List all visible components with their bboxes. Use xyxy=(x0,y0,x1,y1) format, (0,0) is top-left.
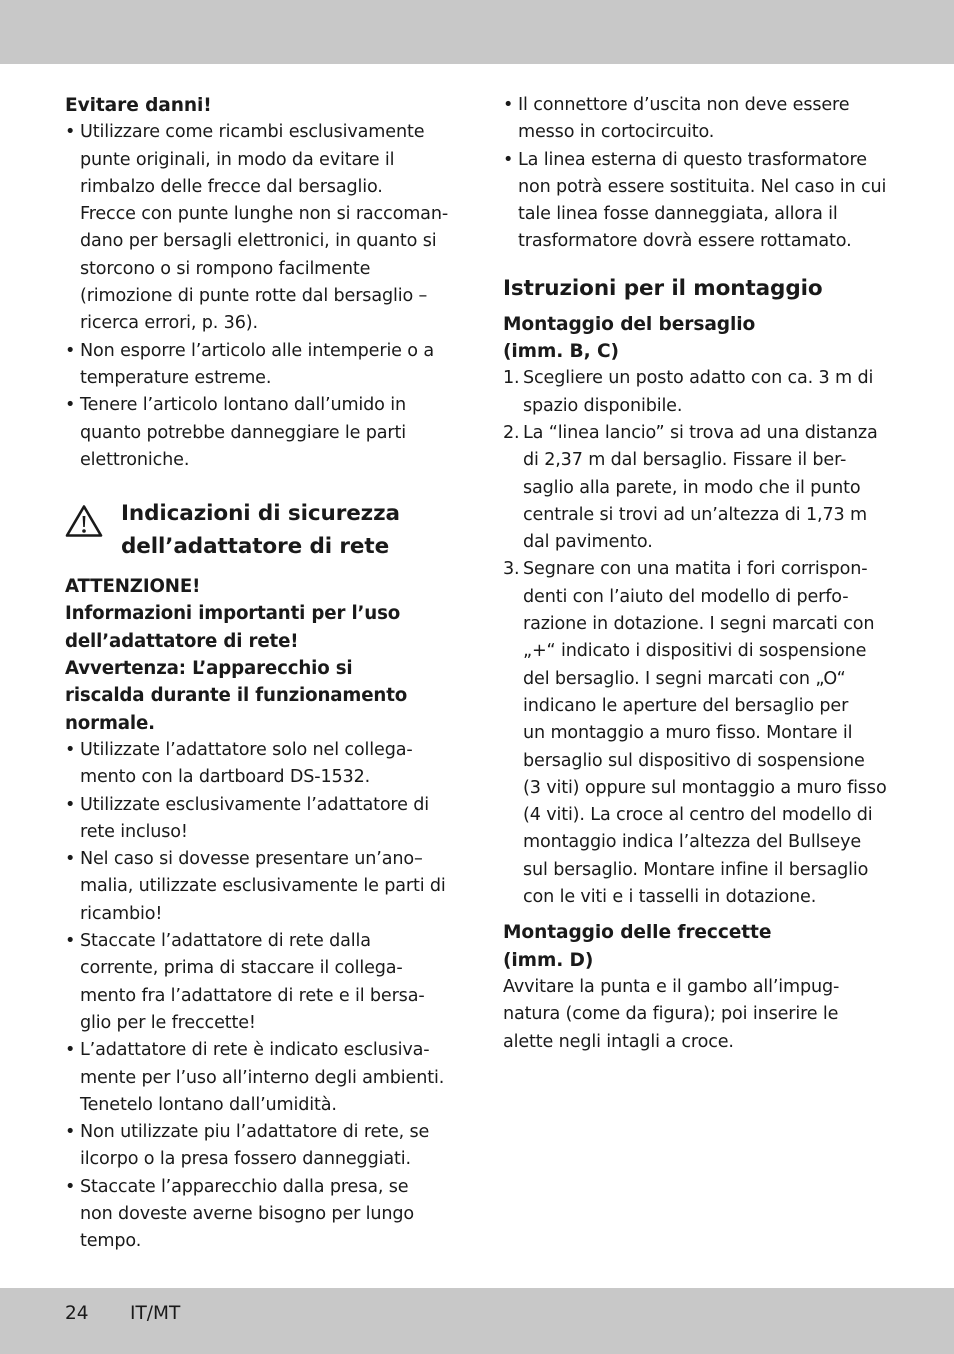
text-line: denti con l’aiuto del modello di perfo- xyxy=(523,586,849,607)
text-line: bersaglio sul dispositivo di sospensione xyxy=(523,750,865,771)
text-line: punte originali, in modo da evitare il xyxy=(80,149,395,170)
text-line: del bersaglio. I segni marcati con „O“ xyxy=(523,668,846,689)
text-line: mento con la dartboard DS-1532. xyxy=(80,767,371,788)
text-line: non potrà essere sostituita. Nel caso in cui xyxy=(518,176,887,197)
subheading-montaggio-bersaglio: Montaggio del bersaglio (imm. B, C) xyxy=(503,313,756,363)
header-band xyxy=(0,0,954,64)
text-line: • Il connettore d’uscita non deve essere xyxy=(518,95,850,115)
bullet-list-adapter xyxy=(65,737,460,1256)
text-line: • Utilizzate esclusivamente l’adattatore di xyxy=(80,794,430,815)
text-line: saglio alla parete, in modo che il punto xyxy=(523,477,861,498)
text-line: un montaggio a muro fisso. Montare il xyxy=(523,723,853,744)
text-line: elettroniche. xyxy=(80,449,190,470)
list-item xyxy=(65,392,460,474)
text-line: razione in dotazione. I segni marcati con xyxy=(523,614,875,635)
text-line: Informazioni importanti per l’uso xyxy=(65,603,401,625)
bullet-list-damage xyxy=(65,119,460,474)
step-number: 3. xyxy=(503,559,520,580)
locale-code: IT/MT xyxy=(130,1303,181,1324)
step-item xyxy=(503,556,903,911)
text-line: • Utilizzate l’adattatore solo nel collega- xyxy=(80,739,413,760)
warning-triangle-icon xyxy=(65,504,103,538)
section-title-montaggio: Istruzioni per il montaggio xyxy=(503,275,823,301)
text-line: sul bersaglio. Montare infine il bersaglio xyxy=(523,859,869,880)
text-line: ilcorpo o la presa fossero danneggiati. xyxy=(80,1149,411,1170)
darts-assembly-text xyxy=(503,974,903,1056)
warning-section-title: Indicazioni di sicurezza dell’adattatore di rete xyxy=(121,501,400,560)
list-item xyxy=(65,1174,460,1256)
text-line: Avvertenza: L’apparecchio si xyxy=(65,658,353,680)
text-line: montaggio indica l’altezza del Bullseye xyxy=(523,832,862,853)
subheading-montaggio-freccette: Montaggio delle freccette (imm. D) xyxy=(503,922,772,971)
list-item xyxy=(65,1119,460,1174)
attention-notice xyxy=(65,573,460,737)
text-line: storcono o si rompono facilmente xyxy=(80,258,371,279)
list-item xyxy=(65,846,460,928)
bullet-list-transformer xyxy=(503,92,903,256)
text-line: dal pavimento. xyxy=(523,532,653,553)
text-line: non doveste averne bisogno per lungo xyxy=(80,1203,415,1224)
text-line: La “linea lancio” si trova ad una distanza xyxy=(523,422,878,443)
list-item xyxy=(65,1037,460,1119)
text-line: alette negli intagli a croce. xyxy=(503,1031,734,1052)
text-line: di 2,37 m dal bersaglio. Fissare il ber- xyxy=(523,450,847,471)
page-number: 24 xyxy=(65,1303,89,1324)
text-line: Tenetelo lontano dall’umidità. xyxy=(80,1094,337,1115)
text-line: quanto potrebbe danneggiare le parti xyxy=(80,422,406,443)
step-number: 1. xyxy=(503,368,520,389)
text-line: • Non esporre l’articolo alle intemperie o a xyxy=(80,340,434,361)
text-line: indicano le aperture del bersaglio per xyxy=(523,695,849,716)
text-line: dano per bersagli elettronici, in quanto si xyxy=(80,231,437,252)
text-line: ATTENZIONE! xyxy=(65,576,201,598)
text-line: tale linea fosse danneggiata, allora il xyxy=(518,204,838,225)
list-item xyxy=(65,928,460,1037)
text-line: • Tenere l’articolo lontano dall’umido in xyxy=(80,395,406,416)
text-line: normale. xyxy=(65,712,155,734)
text-line: con le viti e i tasselli in dotazione. xyxy=(523,887,817,908)
text-line: • L’adattatore di rete è indicato esclusiva- xyxy=(80,1040,430,1061)
text-line: • Utilizzare come ricambi esclusivamente xyxy=(80,122,425,143)
text-line: spazio disponibile. xyxy=(523,395,683,416)
list-item xyxy=(65,338,460,393)
numbered-steps xyxy=(503,365,903,911)
text-line: Segnare con una matita i fori corrispon- xyxy=(523,559,868,580)
text-line: (3 viti) oppure sul montaggio a muro fisso xyxy=(523,777,887,798)
warning-heading-block xyxy=(65,497,460,563)
text-line: corrente, prima di staccare il collega- xyxy=(80,958,403,979)
text-line: ricambio! xyxy=(80,903,163,924)
text-line: „+“ indicato i dispositivi di sospensione xyxy=(523,641,867,662)
text-line: • La linea esterna di questo trasformatore xyxy=(518,149,867,170)
step-number: 2. xyxy=(503,422,520,443)
list-item xyxy=(65,792,460,847)
text-line: riscalda durante il funzionamento xyxy=(65,685,408,707)
text-line: • Staccate l’apparecchio dalla presa, se xyxy=(80,1176,409,1197)
text-line: malia, utilizzate esclusivamente le parti di xyxy=(80,876,446,897)
text-line: • Staccate l’adattatore di rete dalla xyxy=(80,931,371,952)
text-line: mento fra l’adattatore di rete e il bersa- xyxy=(80,985,425,1006)
text-line: Scegliere un posto adatto con ca. 3 m di xyxy=(523,368,874,389)
text-line: ricerca errori, p. 36). xyxy=(80,313,258,334)
list-item xyxy=(65,119,460,337)
text-line: temperature estreme. xyxy=(80,367,272,388)
text-line: mente per l’uso all’interno degli ambienti. xyxy=(80,1067,445,1088)
text-line: centrale si trovi ad un’altezza di 1,73 m xyxy=(523,504,867,525)
text-line: Avvitare la punta e il gambo all’impug- xyxy=(503,976,840,997)
text-line: dell’adattatore di rete! xyxy=(65,630,299,652)
text-line: (rimozione di punte rotte dal bersaglio – xyxy=(80,286,428,307)
text-line: trasformatore dovrà essere rottamato. xyxy=(518,231,852,252)
text-line: tempo. xyxy=(80,1231,142,1252)
text-line: (4 viti). La croce al centro del modello di xyxy=(523,805,873,826)
heading-evitare-danni: Evitare danni! xyxy=(65,95,212,116)
list-item xyxy=(503,92,903,147)
list-item xyxy=(503,147,903,256)
step-item xyxy=(503,365,903,420)
text-line: natura (come da figura); poi inserire le xyxy=(503,1004,839,1025)
text-line: rimbalzo delle frecce dal bersaglio. xyxy=(80,176,383,197)
list-item xyxy=(65,737,460,792)
text-line: • Non utilizzate piu l’adattatore di rete, se xyxy=(80,1122,430,1143)
text-line: Frecce con punte lunghe non si raccoman- xyxy=(80,204,449,225)
right-column xyxy=(503,92,903,1056)
text-line: rete incluso! xyxy=(80,821,188,842)
text-line: glio per le freccette! xyxy=(80,1012,256,1033)
text-line: • Nel caso si dovesse presentare un’ano– xyxy=(80,849,423,870)
text-line: messo in cortocircuito. xyxy=(518,122,715,143)
left-column xyxy=(65,92,460,1256)
step-item xyxy=(503,420,903,556)
